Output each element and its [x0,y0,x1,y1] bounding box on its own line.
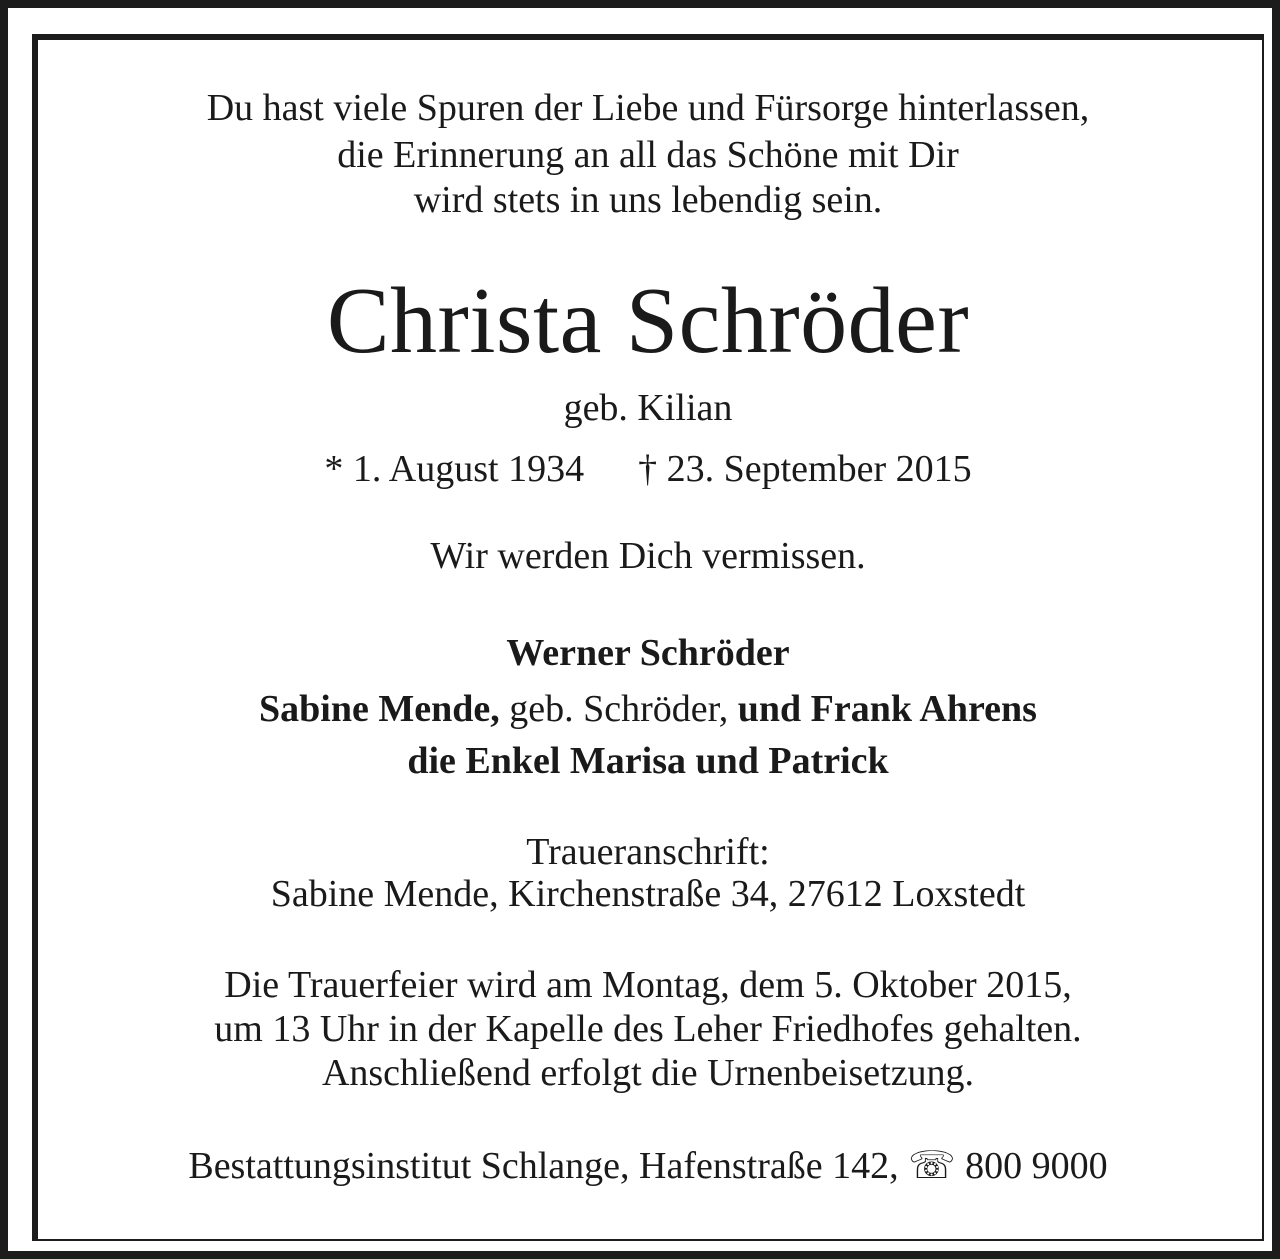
mourner-sabine-maiden: geb. Schröder, [499,688,729,730]
undertaker-line [38,1144,1258,1188]
address-label: Traueranschrift: [526,831,770,873]
verse-line-2: die Erinnerung an all das Schöne mit Dir [337,134,959,176]
farewell-line: Wir werden Dich vermissen. [430,535,866,577]
mourner-line-1: Werner Schröder [506,632,790,674]
service-line-1: Die Trauerfeier wird am Montag, dem 5. Oktober 2015, [224,964,1072,1006]
address-value: Sabine Mende, Kirchenstraße 34, 27612 Loxstedt [270,873,1026,915]
birth-date: * 1. August 1934 [324,448,585,490]
verse-line-1: Du hast viele Spuren der Liebe und Fürsorge hinterlassen, [206,87,1090,129]
verse-line-3: wird stets in uns lebendig sein. [413,179,883,221]
mourner-sabine: Sabine Mende, [259,688,500,730]
service-line-3: Anschließend erfolgt die Urnenbeisetzung. [321,1052,975,1094]
service-line-2: um 13 Uhr in der Kapelle des Leher Friedhofes gehalten. [214,1008,1082,1050]
death-date: † 23. September 2015 [638,448,972,490]
undertaker-phone: 800 9000 [955,1145,1108,1187]
life-dates [38,447,1258,491]
mourner-frank: und Frank Ahrens [728,688,1037,730]
mourner-line-2 [38,687,1258,731]
telephone-icon: ☏ [908,1145,956,1187]
mourner-line-3: die Enkel Marisa und Patrick [407,740,889,782]
undertaker-text: Bestattungsinstitut Schlange, Hafenstraße 142, [188,1145,909,1187]
deceased-name: Christa Schröder [326,269,970,373]
maiden-name: geb. Kilian [563,387,733,429]
